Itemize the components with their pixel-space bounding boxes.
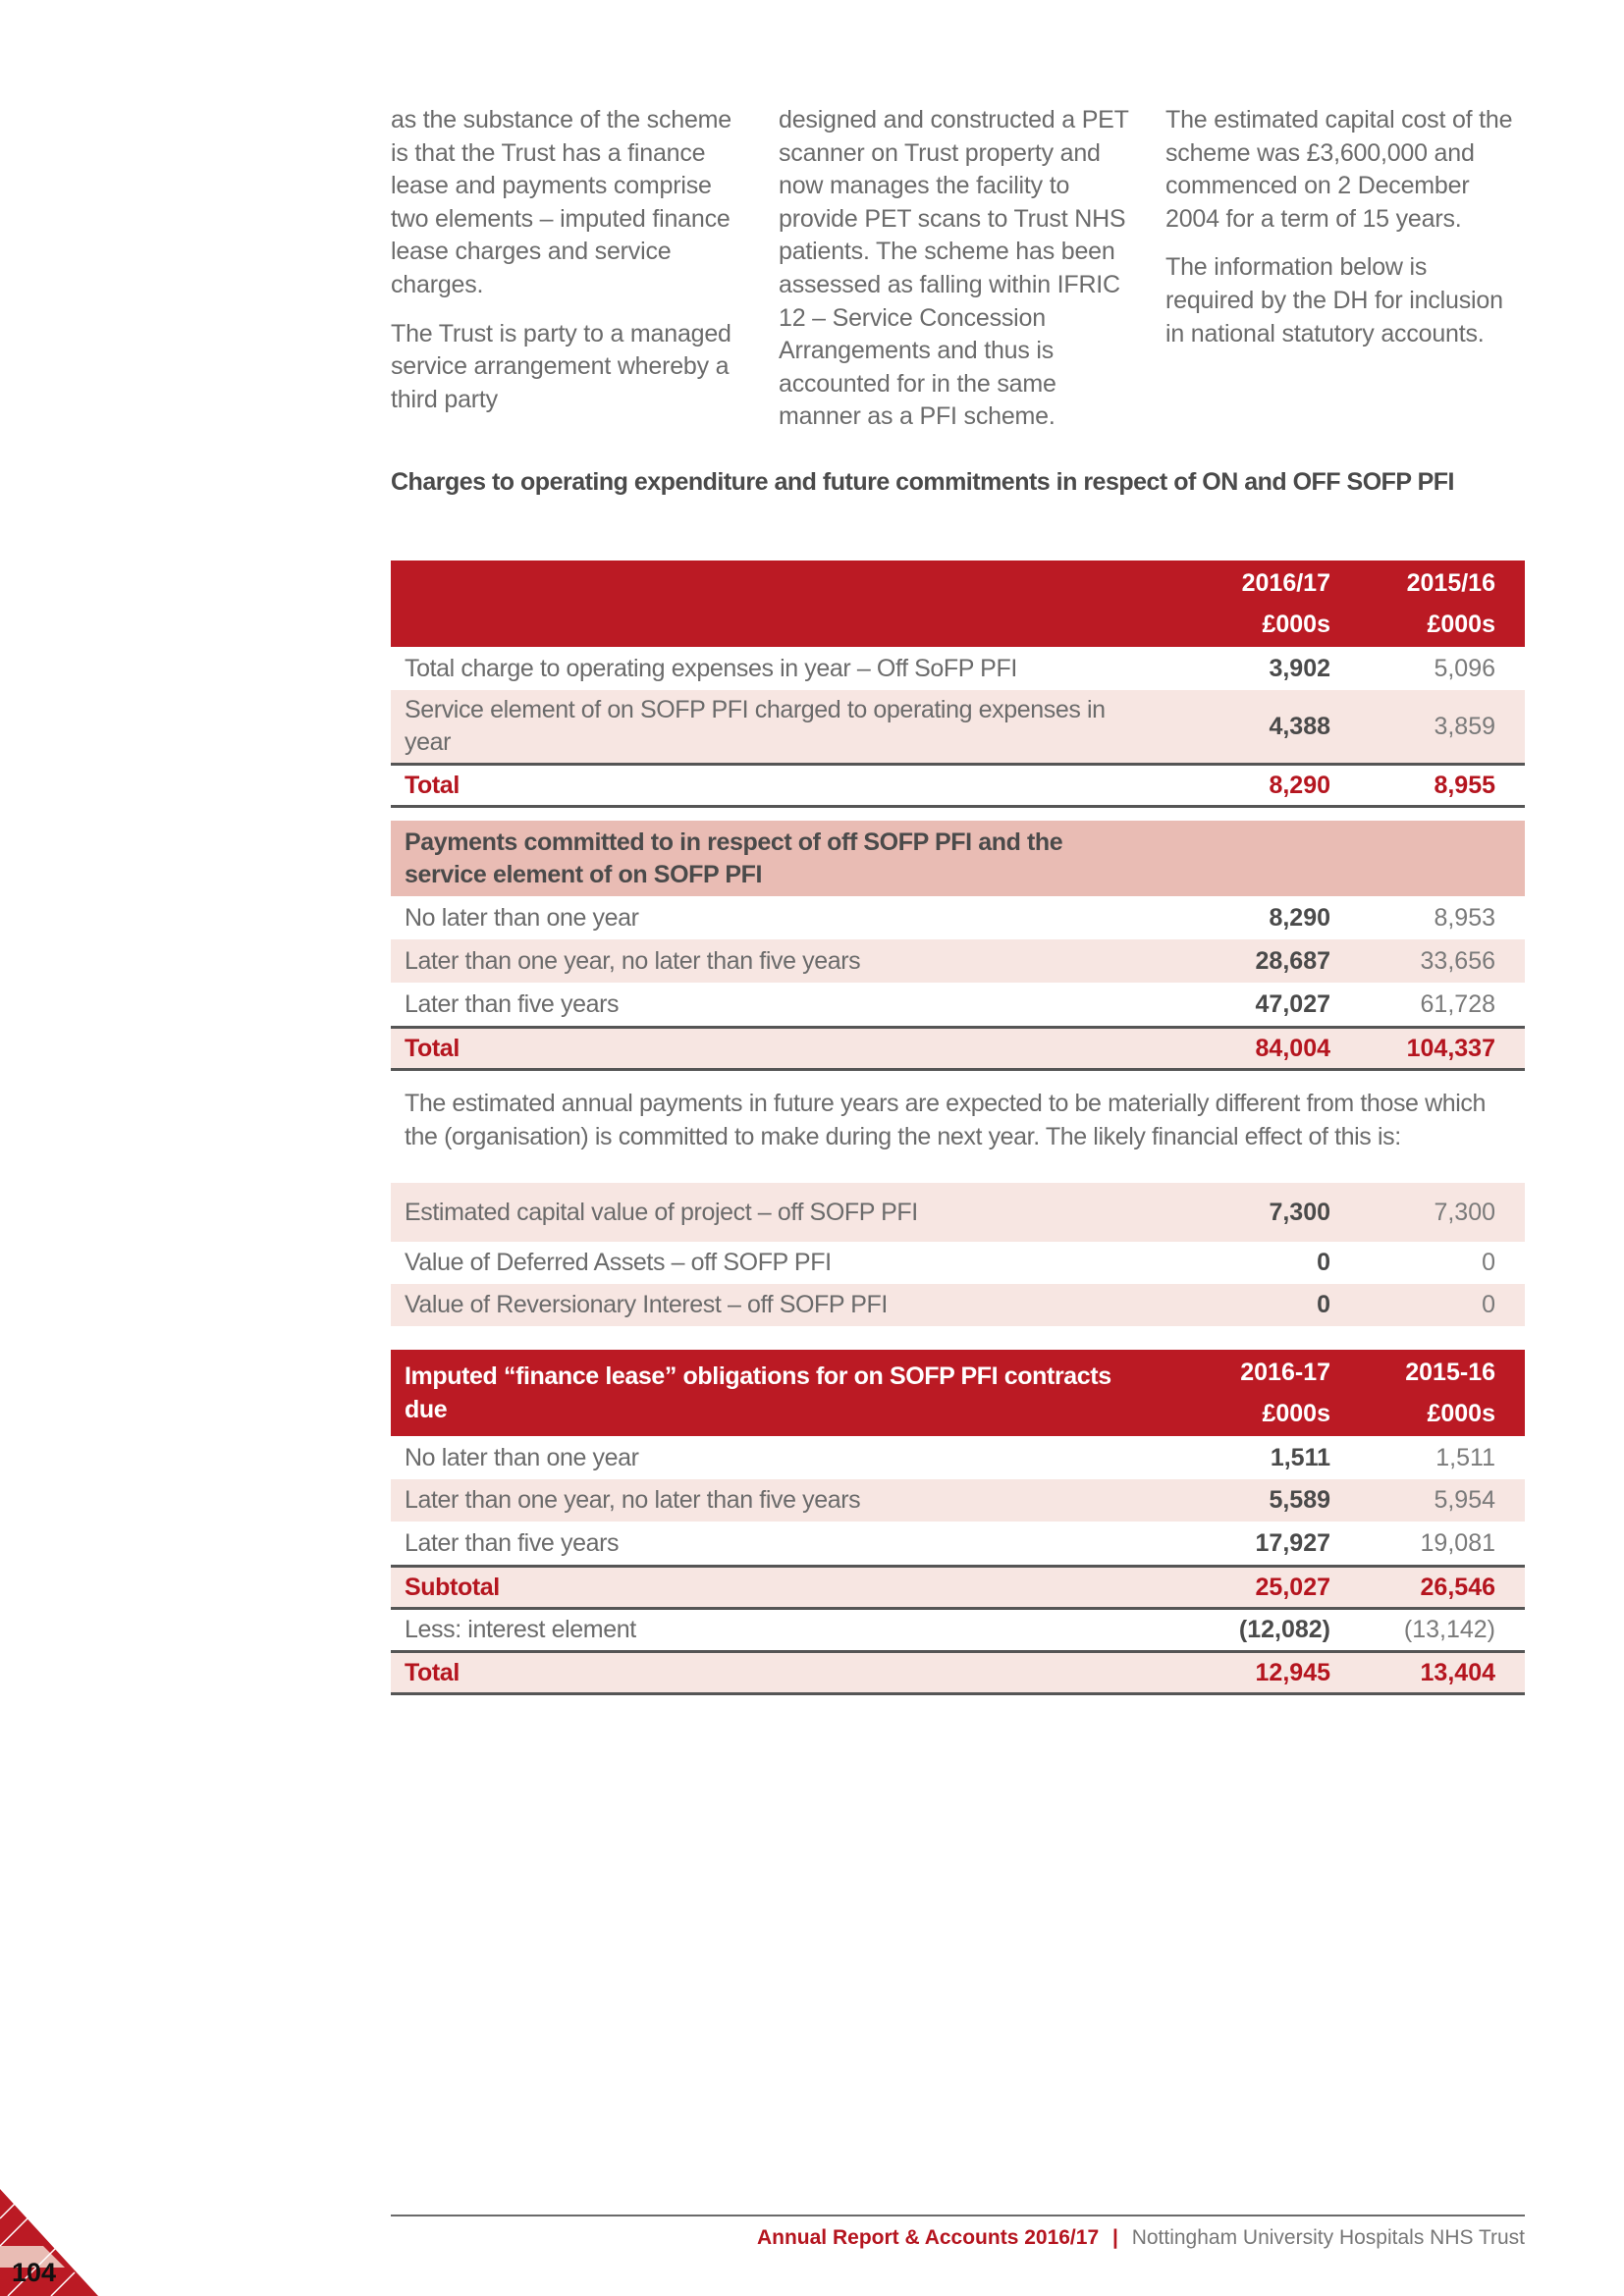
row-label: No later than one year <box>405 903 639 932</box>
value-2015-16: 104,337 <box>1406 1034 1495 1062</box>
header-unit: £000s <box>1427 1400 1495 1427</box>
table-row <box>391 896 1525 939</box>
value-2015-16: 26,546 <box>1420 1573 1495 1601</box>
table-row <box>391 1479 1525 1522</box>
row-label: Later than one year, no later than five years <box>405 1486 861 1514</box>
table-row <box>391 647 1525 690</box>
intro-column-3 <box>1165 104 1519 366</box>
intro-paragraph: The information below is required by the DH for inclusion in national statutory accounts. <box>1165 253 1503 347</box>
finance-lease-obligations-table <box>391 1350 1525 1695</box>
value-2016-17: 3,902 <box>1269 654 1330 682</box>
table-row <box>391 1242 1525 1284</box>
value-2015-16: 3,859 <box>1434 712 1495 740</box>
value-2016-17: 0 <box>1317 1249 1330 1276</box>
row-label: Value of Deferred Assets – off SOFP PFI <box>405 1249 832 1276</box>
table-row <box>391 1183 1525 1242</box>
report-title: Annual Report & Accounts 2016/17 <box>756 2226 1100 2249</box>
total-row <box>391 763 1525 808</box>
value-2015-16: 5,096 <box>1434 654 1495 682</box>
subheader-label: Payments committed to in respect of off SOFP PFI and the service element of on SOFP PFI <box>405 828 1063 888</box>
value-2016-17: 1,511 <box>1270 1443 1330 1471</box>
value-2015-16: 1,511 <box>1435 1443 1495 1471</box>
value-2016-17: 28,687 <box>1255 946 1330 975</box>
value-2015-16: 19,081 <box>1420 1528 1495 1557</box>
organisation-name: Nottingham University Hospitals NHS Trust <box>1131 2226 1525 2249</box>
table-row <box>391 983 1525 1026</box>
value-2016-17: 84,004 <box>1255 1034 1330 1062</box>
value-2015-16: 8,955 <box>1434 771 1495 799</box>
value-2015-16: (13,142) <box>1403 1616 1495 1643</box>
value-2016-17: 17,927 <box>1255 1528 1330 1557</box>
header-year: 2015-16 <box>1405 1359 1495 1386</box>
table-row <box>391 1436 1525 1479</box>
value-2016-17: 4,388 <box>1269 712 1330 740</box>
row-label: Service element of on SOFP PFI charged to operating expenses in year <box>405 696 1106 756</box>
header-col-2015-16 <box>1330 1352 1525 1434</box>
table-row <box>391 1610 1525 1650</box>
intro-paragraph: as the substance of the scheme is that the Trust has a finance lease and payments comprise two elements – imputed finance lease charges and service charges. <box>391 106 731 298</box>
footer-separator: | <box>1111 2226 1118 2249</box>
value-2016-17: 5,589 <box>1269 1486 1330 1514</box>
payments-committed-table <box>391 821 1525 1071</box>
table-header <box>391 1350 1525 1436</box>
header-year: 2016/17 <box>1241 569 1330 597</box>
table-row <box>391 939 1525 983</box>
total-row <box>391 1026 1525 1071</box>
value-2015-16: 13,404 <box>1420 1658 1495 1686</box>
table-row <box>391 1284 1525 1326</box>
value-2016-17: 8,290 <box>1269 771 1330 799</box>
page-number: 104 <box>12 2258 57 2287</box>
row-label: Later than one year, no later than five years <box>405 946 861 975</box>
header-unit: £000s <box>1262 611 1330 638</box>
row-label: Less: interest element <box>405 1616 636 1643</box>
row-label: Subtotal <box>405 1573 500 1601</box>
intro-paragraph: The estimated capital cost of the scheme was £3,600,000 and commenced on 2 December 2004 for a term of 15 years. <box>1165 106 1513 233</box>
footer-divider <box>391 2215 1525 2216</box>
header-col-2016-17 <box>1203 1352 1330 1434</box>
row-label: Total <box>405 1034 460 1062</box>
row-label: Estimated capital value of project – off SOFP PFI <box>405 1198 918 1226</box>
value-2016-17: 12,945 <box>1255 1658 1330 1686</box>
intro-paragraph: designed and constructed a PET scanner on Trust property and now manages the facility to provide PET scans to Trust NHS patients. The scheme has been assessed as falling within IFRIC 12 – Service Concession Arrangements and thus is accounted for in the same manner as a PFI scheme. <box>779 106 1129 431</box>
row-label: Value of Reversionary Interest – off SOFP PFI <box>405 1291 888 1318</box>
subtotal-row <box>391 1565 1525 1610</box>
row-label: Later than five years <box>405 989 620 1018</box>
intro-column-2 <box>779 104 1132 450</box>
value-2016-17: 25,027 <box>1255 1573 1330 1601</box>
value-2016-17: 47,027 <box>1255 989 1330 1018</box>
value-2016-17: 8,290 <box>1269 903 1330 932</box>
charges-table <box>391 561 1525 808</box>
value-2016-17: 0 <box>1317 1291 1330 1318</box>
value-2015-16: 5,954 <box>1434 1486 1495 1514</box>
footer <box>757 2226 1525 2250</box>
row-label: Later than five years <box>405 1528 620 1557</box>
value-2015-16: 0 <box>1482 1291 1495 1318</box>
value-2015-16: 61,728 <box>1420 989 1495 1018</box>
table-subheader <box>391 821 1525 896</box>
intro-column-1 <box>391 104 744 432</box>
header-year: 2015/16 <box>1406 569 1495 597</box>
intro-paragraph: The Trust is party to a managed service arrangement whereby a third party <box>391 319 731 413</box>
total-row <box>391 1650 1525 1695</box>
header-col-2015-16 <box>1330 562 1525 645</box>
value-2016-17: (12,082) <box>1238 1616 1330 1643</box>
value-2015-16: 8,953 <box>1434 903 1495 932</box>
note-paragraph: The estimated annual payments in future years are expected to be materially different from those which the (organisation) is committed to make during the next year. The likely financial effect of this is: <box>405 1090 1487 1150</box>
financial-effect-table <box>391 1183 1525 1326</box>
header-unit: £000s <box>1262 1400 1330 1427</box>
header-unit: £000s <box>1427 611 1495 638</box>
header-label: Imputed “finance lease” obligations for on SOFP PFI contracts due <box>405 1362 1111 1423</box>
value-2016-17: 7,300 <box>1269 1198 1330 1226</box>
section-heading: Charges to operating expenditure and future commitments in respect of ON and OFF SOFP PFI <box>391 468 1454 496</box>
row-label: Total <box>405 1658 460 1686</box>
row-label: Total charge to operating expenses in year – Off SoFP PFI <box>405 654 1017 682</box>
row-label: No later than one year <box>405 1443 639 1471</box>
value-2015-16: 33,656 <box>1420 946 1495 975</box>
table-header <box>391 561 1525 647</box>
table-row <box>391 690 1525 763</box>
header-year: 2016-17 <box>1240 1359 1330 1386</box>
table-row <box>391 1522 1525 1565</box>
header-col-2016-17 <box>1203 562 1330 645</box>
row-label: Total <box>405 771 460 799</box>
value-2015-16: 0 <box>1482 1249 1495 1276</box>
value-2015-16: 7,300 <box>1434 1198 1495 1226</box>
